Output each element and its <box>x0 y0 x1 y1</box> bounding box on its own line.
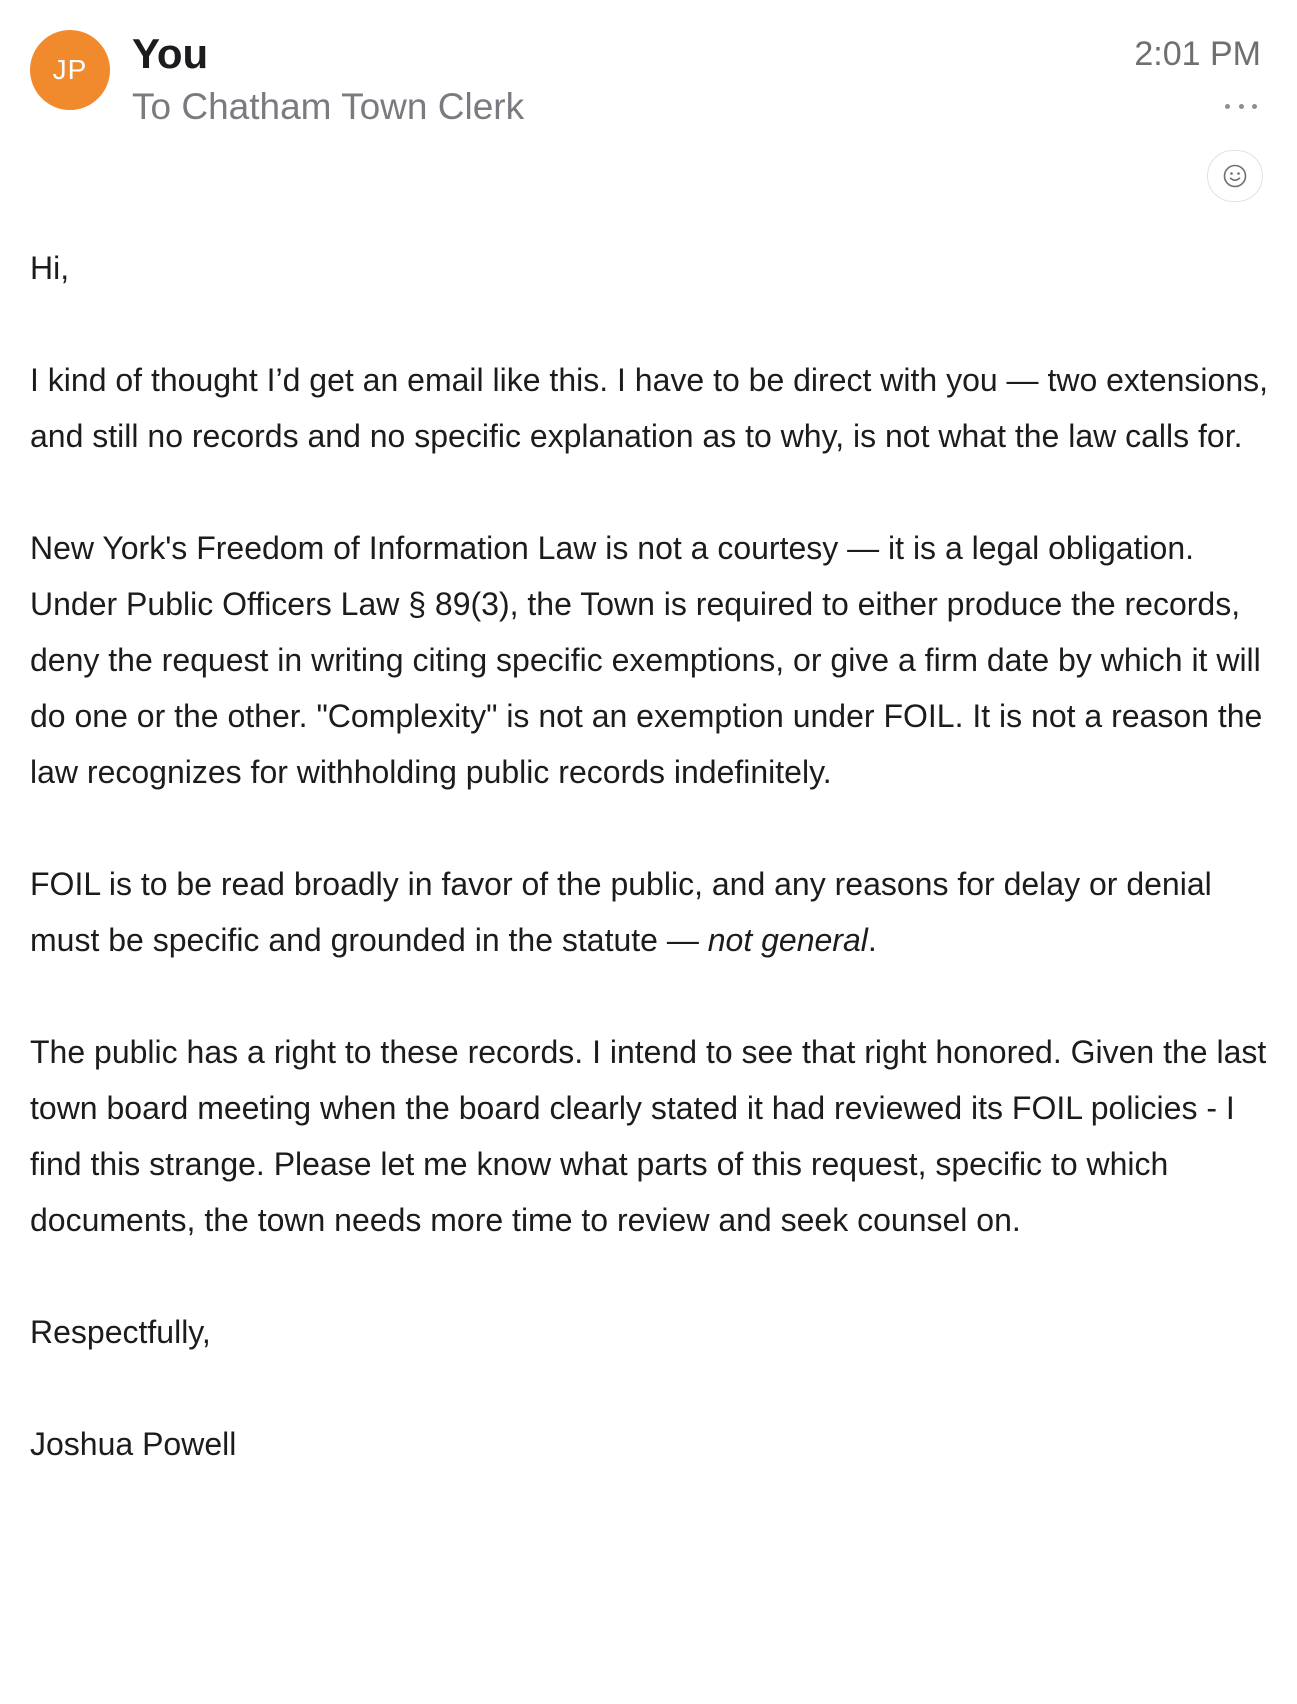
avatar[interactable]: JP <box>30 30 110 110</box>
email-header <box>0 0 1297 220</box>
add-reaction-button[interactable] <box>1207 150 1263 202</box>
paragraph-3-end: . <box>867 922 877 958</box>
smiley-icon <box>1222 163 1248 189</box>
paragraph-1: I kind of thought I’d get an email like this. I have to be direct with you — two extensions, and still no records and no specific explanation as to why, is not what the law calls for. <box>30 362 1268 454</box>
dot <box>1225 104 1230 109</box>
dot <box>1239 104 1244 109</box>
signature: Joshua Powell <box>30 1426 237 1462</box>
paragraph-4: The public has a right to these records. I intend to see that right honored. Given the last town board meeting when the board clearly stated it had reviewed its FOIL policies - I find this strange. Please let me know what parts of this request, specific to which documents, the town needs more time to review and seek counsel on. <box>30 1034 1267 1238</box>
timestamp: 2:01 PM <box>1134 35 1261 73</box>
closing: Respectfully, <box>30 1314 211 1350</box>
paragraph-2: New York's Freedom of Information Law is not a courtesy — it is a legal obligation. Under Public Officers Law § 89(3), the Town is required to either produce the records, deny the request in writing citing specific exemptions, or give a firm date by which it will do one or the other. "Complexity" is not an exemption under FOIL. It is not a reason the law recognizes for withholding public records indefinitely. <box>30 530 1263 790</box>
paragraph-3-text: FOIL is to be read broadly in favor of the public, and any reasons for delay or denial must be specific and grounded in the statute — <box>30 866 1212 958</box>
dot <box>1252 104 1257 109</box>
ellipsis-icon[interactable] <box>1225 92 1257 120</box>
paragraph-3 <box>30 856 1270 968</box>
greeting: Hi, <box>30 250 70 286</box>
recipient-line[interactable]: To Chatham Town Clerk <box>132 86 525 127</box>
sender-name: You <box>132 30 209 77</box>
paragraph-3-emphasis: not general <box>707 922 868 958</box>
message-body <box>30 240 1270 1528</box>
